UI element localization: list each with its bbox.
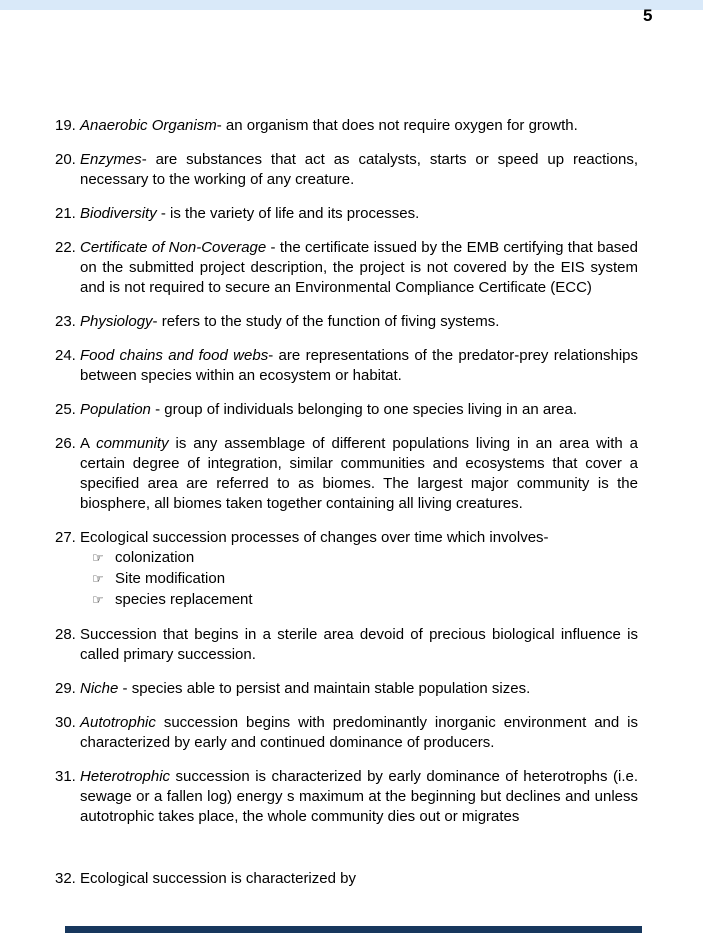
definition-text: - are representations of the predator-prey relationships between species within an ecosystem or habitat. (80, 347, 638, 384)
list-item (55, 150, 638, 190)
definitions-list (55, 116, 638, 903)
top-accent-bar (0, 0, 703, 10)
item-number: 24. (55, 347, 76, 364)
term-italic: Food chains and food webs (80, 347, 269, 364)
item-number: 26. (55, 435, 76, 452)
term-italic: Autotrophic (80, 714, 156, 731)
bottom-accent-bar (65, 926, 642, 933)
term-italic: Heterotrophic (80, 768, 171, 785)
item-number: 31. (55, 768, 76, 785)
definition-text: - an organism that does not require oxygen for growth. (216, 117, 578, 134)
bullet-item (80, 569, 638, 590)
definition-text: - refers to the study of the function of fiving systems. (152, 313, 500, 330)
item-number: 27. (55, 529, 76, 546)
list-item (55, 204, 638, 224)
pointing-hand-icon: ☞ (92, 593, 104, 608)
item-number: 32. (55, 870, 76, 887)
term-italic: Certificate of Non-Coverage (80, 239, 267, 256)
term-italic: community (96, 435, 169, 452)
list-item (55, 625, 638, 665)
definition-text: Ecological succession processes of changes over time which involves- (80, 529, 549, 546)
definition-text: - are substances that act as catalysts, starts or speed up reactions, necessary to the working of any creature. (80, 151, 638, 188)
pointing-hand-icon: ☞ (92, 572, 104, 587)
item-number: 22. (55, 239, 76, 256)
bullet-text: Site modification (115, 570, 226, 587)
list-item (55, 434, 638, 514)
definition-text: succession begins with predominantly inorganic environment and is characterized by early and continued dominance of producers. (80, 714, 638, 751)
term-italic: Niche (80, 680, 119, 697)
term-italic: Biodiversity (80, 205, 157, 222)
bullet-list (80, 548, 638, 611)
list-item (55, 679, 638, 699)
list-item (55, 116, 638, 136)
definition-text: Ecological succession is characterized by (80, 870, 356, 887)
item-number: 20. (55, 151, 76, 168)
pointing-hand-icon: ☞ (92, 551, 104, 566)
list-item (55, 713, 638, 753)
term-italic: Anaerobic Organism (80, 117, 217, 134)
term-italic: Population (80, 401, 151, 418)
definition-text: - group of individuals belonging to one species living in an area. (150, 401, 578, 418)
item-number: 25. (55, 401, 76, 418)
list-item (55, 238, 638, 298)
page-number: 5 (643, 6, 653, 25)
bullet-item (80, 548, 638, 569)
definition-text: - is the variety of life and its processes. (156, 205, 420, 222)
term-italic: Physiology (80, 313, 153, 330)
item-number: 28. (55, 626, 76, 643)
definition-text: is any assemblage of different populations living in an area with a certain degree of integration, similar communities and ecosystems that cover a specified area are referred to as biomes. The largest major community is the biosphere, all biomes taken together containing all living creatures. (80, 435, 638, 512)
list-item (55, 869, 638, 889)
definition-text: - species able to persist and maintain stable population sizes. (118, 680, 531, 697)
item-number: 19. (55, 117, 76, 134)
bullet-text: colonization (115, 549, 195, 566)
list-item (55, 312, 638, 332)
bullet-item (80, 590, 638, 611)
term-italic: Enzymes (80, 151, 142, 168)
item-number: 23. (55, 313, 76, 330)
list-item (55, 767, 638, 827)
item-number: 21. (55, 205, 76, 222)
definition-text: succession is characterized by early dominance of heterotrophs (i.e. sewage or a fallen log) energy s maximum at the beginning but declines and unless autotrophic takes place, the whole community dies out or migrates (80, 768, 638, 825)
list-item (55, 346, 638, 386)
item-number: 30. (55, 714, 76, 731)
definition-text: A (80, 435, 97, 452)
item-number: 29. (55, 680, 76, 697)
list-item (55, 528, 638, 611)
list-item (55, 400, 638, 420)
definition-text: - the certificate issued by the EMB certifying that based on the submitted project description, the project is not covered by the EIS system and is not required to secure an Environmental Compliance Certificate (ECC) (80, 239, 638, 296)
definition-text: Succession that begins in a sterile area devoid of precious biological influence is called primary succession. (80, 626, 638, 663)
bullet-text: species replacement (115, 591, 253, 608)
